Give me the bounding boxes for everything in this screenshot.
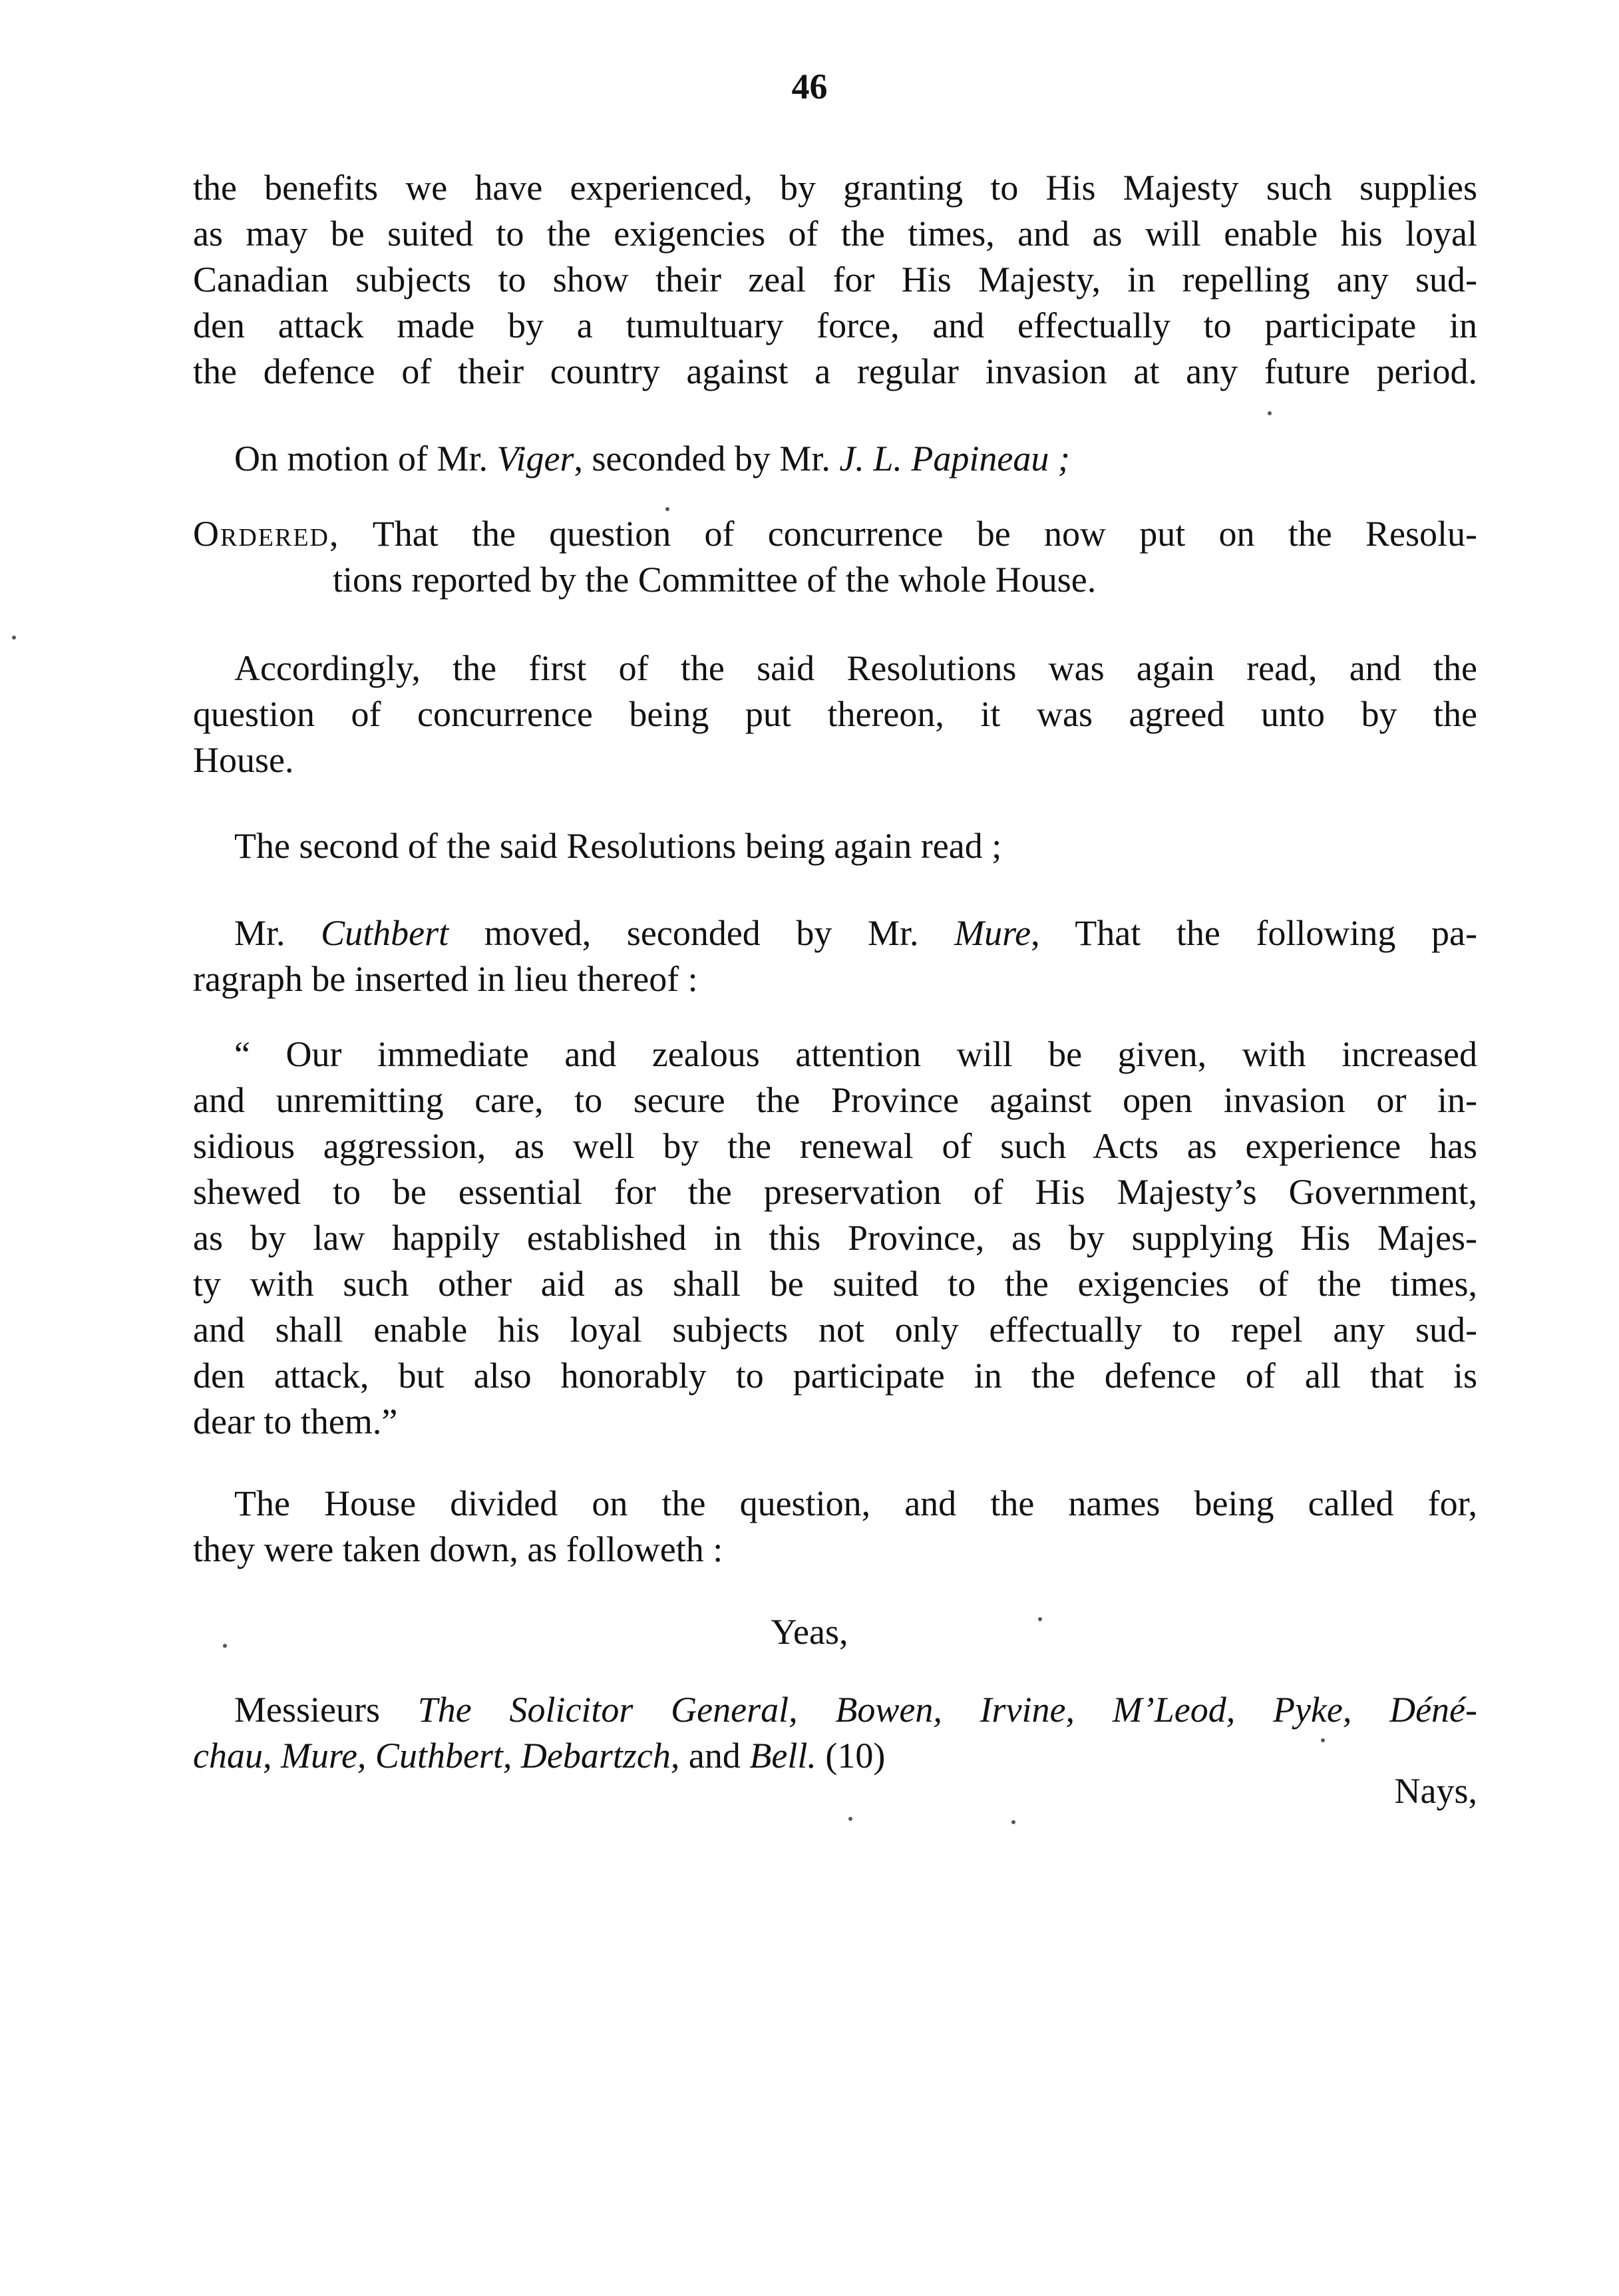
division-line: The House divided on the question, and the names being called for, [234, 1483, 1477, 1523]
ordered-line [193, 511, 1477, 557]
quote-line: and shall enable his loyal subjects not only effectually to repel any sud- [193, 1310, 1477, 1350]
quote-line: sidious aggression, as well by the renewal of such Acts as experience has [193, 1126, 1477, 1166]
ordered-line: tions reported by the Committee of the whole House. [333, 560, 1097, 600]
yeas-and: and [679, 1736, 750, 1776]
print-speck [223, 1644, 227, 1648]
motion-prefix: On motion of Mr. [234, 439, 497, 478]
cuthbert-line: ragraph be inserted in lieu thereof : [193, 959, 698, 999]
yeas-line [193, 1733, 1477, 1779]
yeas-count: (10) [816, 1736, 886, 1776]
quote-line: den attack, but also honorably to participate in the defence of all that is [193, 1356, 1477, 1396]
quote-line: as by law happily established in this Province, as by supplying His Majes- [193, 1218, 1477, 1258]
cuthbert-mover: Cuthbert [321, 913, 449, 953]
yeas-names: The Solicitor General, Bowen, Irvine, M’Leod, Pyke, Déné- [417, 1690, 1477, 1730]
intro-line: the benefits we have experienced, by granting to His Majesty such supplies [193, 168, 1477, 208]
print-speck [665, 507, 669, 511]
quote-line: ty with such other aid as shall be suited to the exigencies of the times, [193, 1264, 1477, 1304]
motion-middle: , seconded by Mr. [574, 439, 840, 478]
intro-line: Canadian subjects to show their zeal for His Majesty, in repelling any sud- [193, 260, 1477, 299]
motion-seconder: J. L. Papineau [839, 439, 1049, 478]
page-number: 46 [791, 67, 828, 106]
quote-line: dear to them.” [193, 1402, 398, 1441]
yeas-names: chau, Mure, Cuthbert, Debartzch, [193, 1736, 680, 1776]
yeas-prefix: Messieurs [234, 1690, 418, 1730]
accordingly-line: Accordingly, the first of the said Resolutions was again read, and the [234, 648, 1477, 688]
motion-paragraph [193, 436, 1477, 482]
yeas-heading: Yeas, [771, 1612, 848, 1652]
accordingly-paragraph [193, 646, 1477, 783]
quoted-paragraph [193, 1032, 1477, 1445]
quote-line: shewed to be essential for the preservation of His Majesty’s Government, [193, 1172, 1477, 1212]
print-speck [1321, 1738, 1325, 1742]
print-speck [848, 1817, 852, 1821]
yeas-last-name: Bell. [749, 1736, 816, 1776]
cuthbert-motion-paragraph [193, 910, 1477, 1002]
intro-paragraph [193, 165, 1477, 395]
accordingly-line: question of concurrence being put thereon, it was agreed unto by the [193, 694, 1477, 734]
division-paragraph [193, 1481, 1477, 1573]
motion-mover: Viger [496, 439, 574, 478]
quote-line: and unremitting care, to secure the Province against open invasion or in- [193, 1080, 1477, 1120]
cuthbert-line [193, 910, 1477, 956]
cuthbert-seconder: Mure [954, 913, 1031, 953]
nays-heading: Nays, [1394, 1771, 1477, 1811]
print-speck [12, 636, 16, 640]
print-speck [1011, 1820, 1015, 1824]
ordered-heading: Ordered, [193, 514, 340, 554]
accordingly-line: House. [193, 740, 294, 780]
motion-line [193, 436, 1477, 482]
intro-line: den attack made by a tumultuary force, and effectually to participate in [193, 305, 1477, 345]
yeas-line [193, 1687, 1477, 1733]
intro-line: the defence of their country against a regular invasion at any future period. [193, 351, 1477, 391]
cuthbert-middle: moved, seconded by Mr. [449, 913, 955, 953]
ordered-text: That the question of concurrence be now put on the Resolu- [339, 514, 1477, 554]
ordered-paragraph [193, 511, 1477, 603]
division-line: they were taken down, as followeth : [193, 1529, 723, 1569]
motion-suffix: ; [1049, 439, 1070, 478]
second-resolution-paragraph [193, 823, 1477, 869]
quote-line: “ Our immediate and zealous attention will be given, with increased [234, 1034, 1477, 1074]
intro-line: as may be suited to the exigencies of the times, and as will enable his loyal [193, 214, 1477, 254]
yeas-list-paragraph [193, 1687, 1477, 1779]
print-speck [1268, 411, 1272, 415]
print-speck [1038, 1617, 1042, 1621]
second-line: The second of the said Resolutions being again read ; [234, 826, 1002, 866]
cuthbert-rest: , That the following pa- [1031, 913, 1477, 953]
cuthbert-prefix: Mr. [234, 913, 321, 953]
